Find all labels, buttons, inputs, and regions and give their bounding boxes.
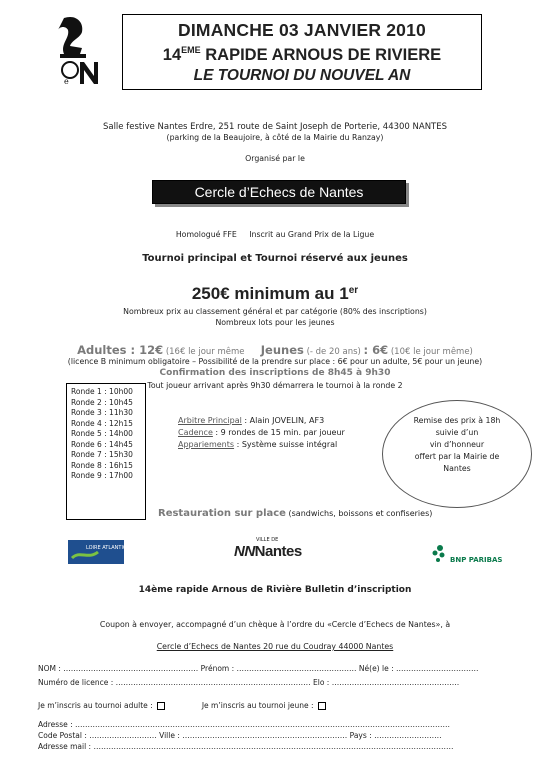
prize-headline: 250€ minimum au 1er [191,284,359,303]
late-note: Tout joueur arrivant après 9h30 démarrera le tournoi à la ronde 2 [147,381,403,390]
confirmation: Confirmation des inscriptions de 8h45 à 9h30 [159,368,391,378]
ville-de-text: VILLE DE [256,537,279,543]
appariements-label: Appariements [178,440,235,449]
remise-line: vin d’honneur [429,440,485,449]
rounds-schedule [66,383,146,520]
round-item: Ronde 6 : 14h45 [71,439,133,449]
prize-line-2: Nombreux lots pour les jeunes [215,318,335,327]
club-logo [50,14,102,86]
jeune-checkbox[interactable] [318,702,326,710]
form-adresse-line[interactable]: Adresse : …………………………………………………………………………………………………………………………………… [38,720,451,729]
form-licence-line[interactable]: Numéro de licence : …………………………………………………………………… Elo : …………………………………………… [38,678,460,687]
loire-atlantique-logo [68,540,134,564]
remise-line: suivie d’un [435,428,479,437]
arbitre-label: Arbitre Principal [178,416,242,425]
event-subtitle: LE TOURNOI DU NOUVEL AN [193,67,411,84]
event-date: DIMANCHE 03 JANVIER 2010 [178,20,426,40]
bulletin-title: 14ème rapide Arnous de Rivière Bulletin d’inscription [138,585,412,595]
svg-text:LOIRE ATLANTIQUE: LOIRE ATLANTIQUE [86,545,134,551]
round-item: Ronde 5 : 14h00 [71,429,133,438]
form-code-postal-line[interactable]: Code Postal : ……………………… Ville : ………………………………………………………… Pays : ……………………… [38,731,442,740]
round-item: Ronde 9 : 17h00 [71,471,133,480]
cadence-value: : 9 rondes de 15 min. par joueur [212,428,345,437]
arbitre-value: : Alain JOVELIN, AF3 [241,416,325,425]
round-item: Ronde 7 : 15h30 [71,450,133,459]
form-tournament-choice [38,701,326,710]
round-item: Ronde 1 : 10h00 [71,387,133,396]
ville-nantes-logo [234,537,304,565]
licence-note: (licence B minimum obligatoire – Possibilité de la prendre sur place : 6€ pour un adulte, 5€ pour un jeune) [67,357,483,366]
venue-parking: (parking de la Beaujoire, à côté de la Mairie du Ranzay) [166,133,384,142]
round-item: Ronde 4 : 12h15 [71,418,133,428]
remise-line: Remise des prix à 18h [413,416,501,425]
nantes-text: NNNantes [234,543,302,560]
organised-by: Organisé par le [245,154,305,163]
round-item: Ronde 3 : 11h30 [71,408,133,417]
round-item: Ronde 8 : 16h15 [71,460,133,470]
venue-address: Salle festive Nantes Erdre, 251 route de Saint Joseph de Porterie, 44300 NANTES [102,122,448,132]
tournaments-line: Tournoi principal et Tournoi réservé aux jeunes [142,253,408,264]
round-item: Ronde 2 : 10h45 [71,397,133,407]
restauration-line: Restauration sur place (sandwichs, boissons et confiseries) [158,508,433,519]
bulletin-address: Cercle d’Echecs de Nantes 20 rue du Coudray 44000 Nantes [156,642,394,651]
form-email-line[interactable]: Adresse mail : ……………………………………………………………………………………………………………………………… [38,742,454,751]
appariements-value: : Système suisse intégral [234,440,338,449]
svg-text:BNP PARIBAS: BNP PARIBAS [450,556,503,564]
prize-line-1: Nombreux prix au classement général et par catégorie (80% des inscriptions) [123,307,427,316]
adulte-checkbox[interactable] [157,702,165,710]
adulte-label: Je m’inscris au tournoi adulte : [38,701,153,710]
fees-line: Adultes : 12€ (16€ le jour même Jeunes (- de 20 ans) : 6€ (10€ le jour même) [77,343,473,357]
event-title: 14EME RAPIDE ARNOUS DE RIVIERE [162,45,442,64]
bnp-paribas-logo [428,540,514,568]
organiser-banner: Cercle d’Echecs de Nantes [152,180,406,204]
title-box [122,14,482,90]
svg-text:e: e [64,77,69,86]
prize-ceremony-ellipse [382,400,532,508]
remise-line: offert par la Mairie de [414,452,500,461]
remise-line: Nantes [443,464,471,473]
cadence-label: Cadence [178,428,213,437]
tournament-details [178,415,345,451]
form-nom-line[interactable]: NOM : ……………………………………………… Prénom : ………………………………………… Né(e) le : …………………………… [38,664,479,673]
homologation: Homologué FFE Inscrit au Grand Prix de la Ligue [175,230,375,239]
coupon-text: Coupon à envoyer, accompagné d’un chèque à l’ordre du «Cercle d’Echecs de Nantes», à [99,620,451,629]
jeune-label: Je m’inscris au tournoi jeune : [201,701,314,710]
